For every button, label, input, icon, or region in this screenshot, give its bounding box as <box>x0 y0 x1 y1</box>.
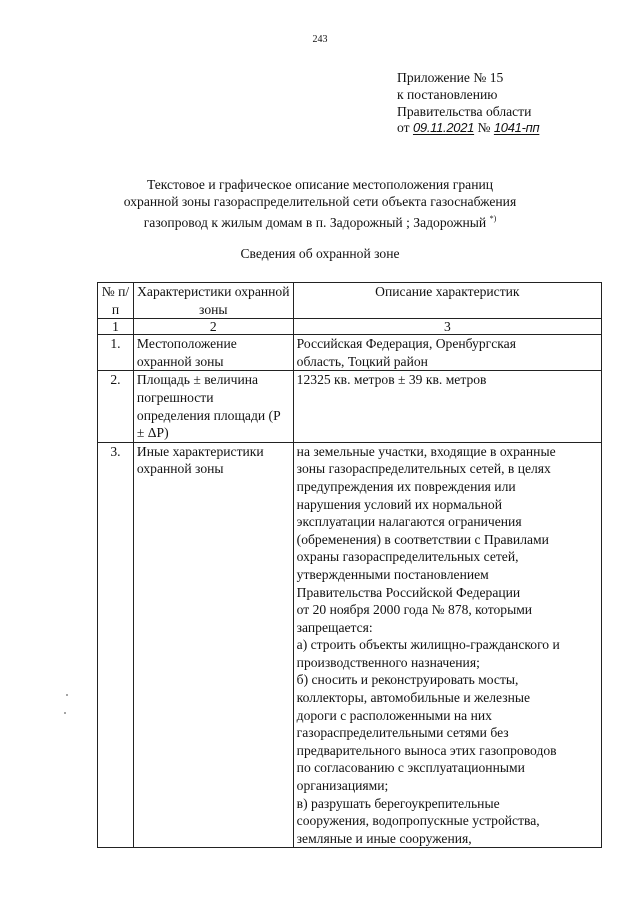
description-line: утвержденными постановлением <box>296 566 489 582</box>
row-description <box>293 442 601 848</box>
section-title: Сведения об охранной зоне <box>240 246 400 261</box>
description-line: предварительного выноса этих газопроводов <box>296 742 557 758</box>
handwritten-date: 09.11.2021 <box>412 120 475 136</box>
handwritten-number: 1041-пп <box>493 120 540 136</box>
description-line: эксплуатации налагаются ограничения <box>296 514 522 530</box>
appendix-date-line <box>397 120 539 137</box>
index-cell: 1 <box>98 319 134 335</box>
description-line: в) разрушать берегоукрепительные <box>296 795 500 811</box>
description-line: сооружения, водопропускные устройства, <box>296 813 540 829</box>
page-number: 243 <box>312 34 328 45</box>
header-num: № п/п <box>98 283 134 319</box>
appendix-line: к постановлению <box>397 86 498 102</box>
title-line <box>0 210 640 231</box>
description-line: запрещается: <box>296 619 373 635</box>
row-characteristic: Площадь ± величина погрешности определения площади (P ± ΔP) <box>133 371 293 442</box>
number-prefix: № <box>477 120 491 136</box>
row-number: 3. <box>98 442 134 848</box>
title-line: Текстовое и графическое описание местоположения границ <box>146 177 494 192</box>
description-line: организациями; <box>296 778 389 794</box>
title-line-text: газопровод к жилым домам в п. Задорожный ; Задорожный <box>143 215 487 230</box>
description-line: нарушения условий их нормальной <box>296 496 502 512</box>
description-line: коллекторы, автомобильные и железные <box>296 690 531 706</box>
row-characteristic: Местоположение охранной зоны <box>133 335 293 371</box>
description-line: а) строить объекты жилищно-гражданского и <box>296 637 560 653</box>
date-prefix: от <box>397 120 410 136</box>
description-line: от 20 ноября 2000 года № 878, которыми <box>296 602 533 618</box>
row-characteristic: Иные характеристики охранной зоны <box>133 442 293 848</box>
description-line: Российская Федерация, Оренбургская <box>296 336 516 352</box>
table-index-row <box>98 319 602 335</box>
index-cell: 2 <box>133 319 293 335</box>
table-row <box>98 442 602 848</box>
appendix-line: Приложение № 15 <box>397 70 504 85</box>
description-line: Правительства Российской Федерации <box>296 584 521 600</box>
scan-speck <box>64 712 66 714</box>
footnote-mark: *) <box>489 214 497 223</box>
protection-zone-table <box>97 282 602 848</box>
description-line: б) сносить и реконструировать мосты, <box>296 672 519 688</box>
table-row <box>98 371 602 442</box>
scan-speck <box>66 694 68 696</box>
description-line: по согласованию с эксплуатационными <box>296 760 525 776</box>
description-line: газораспределительными сетями без <box>296 725 509 741</box>
row-number: 1. <box>98 335 134 371</box>
row-description <box>293 335 601 371</box>
description-line: (обременения) в соответствии с Правилами <box>296 531 549 547</box>
row-number: 2. <box>98 371 134 442</box>
table-row <box>98 335 602 371</box>
description-line: охраны газораспределительных сетей, <box>296 549 519 565</box>
appendix-block <box>397 70 539 137</box>
description-line: зоны газораспределительных сетей, в целях <box>296 461 551 477</box>
header-description: Описание характеристик <box>293 283 601 319</box>
description-line: производственного назначения; <box>296 654 480 670</box>
description-line: 12325 кв. метров ± 39 кв. метров <box>296 372 487 388</box>
appendix-line: Правительства области <box>397 103 532 119</box>
document-title <box>0 176 640 231</box>
title-line: охранной зоны газораспределительной сети объекта газоснабжения <box>123 194 517 209</box>
description-line: предупреждения их повреждения или <box>296 478 516 494</box>
row-description <box>293 371 601 442</box>
description-line: на земельные участки, входящие в охранные <box>296 443 556 459</box>
description-line: дороги с расположенными на них <box>296 707 492 723</box>
table-header-row <box>98 283 602 319</box>
description-line: область, Тоцкий район <box>296 353 428 369</box>
index-cell: 3 <box>293 319 601 335</box>
description-line: земляные и иные сооружения, <box>296 830 472 846</box>
header-characteristics: Характеристики охранной зоны <box>133 283 293 319</box>
